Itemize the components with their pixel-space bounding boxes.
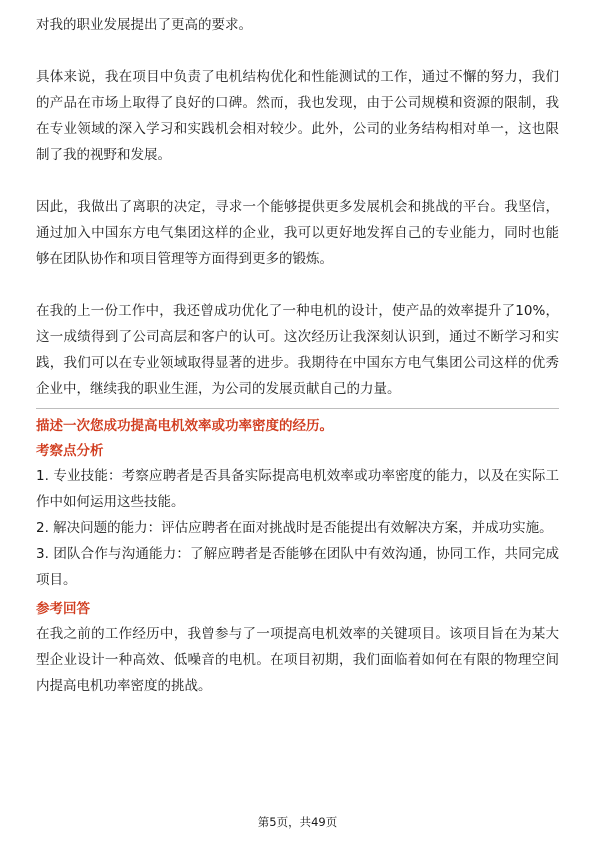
- paragraph-continuation: 对我的职业发展提出了更高的要求。: [36, 17, 252, 33]
- analysis-item: 2. 解决问题的能力：评估应聘者在面对挑战时是否能提出有效解决方案，并成功实施。: [36, 520, 553, 536]
- paragraph-resignation-decision: 因此，我做出了离职的决定，寻求一个能够提供更多发展机会和挑战的平台。我坚信，通过加入中国东方电气集团这样的企业，我可以更好地发挥自己的专业能力，同时也能够在团队协作和项目管理等方面得到更多的锻炼。: [36, 199, 559, 267]
- paragraph-achievement: 在我的上一份工作中，我还曾成功优化了一种电机的设计，使产品的效率提升了10%，这一成绩得到了公司高层和客户的认可。这次经历让我深刻认识到，通过不断学习和实践，我们可以在专业领域取得显著的进步。我期待在中国东方电气集团公司这样的优秀企业中，继续我的职业生涯，为公司的发展贡献自己的力量。: [36, 303, 559, 397]
- paragraph-project-details: 具体来说，我在项目中负责了电机结构优化和性能测试的工作，通过不懈的努力，我们的产品在市场上取得了良好的口碑。然而，我也发现，由于公司规模和资源的限制，我在专业领域的深入学习和实践机会相对较少。此外，公司的业务结构相对单一，这也限制了我的视野和发展。: [36, 69, 559, 163]
- reference-heading: 参考回答: [36, 601, 90, 617]
- paragraph-gap: [36, 272, 559, 298]
- interview-question: 描述一次您成功提高电机效率或功率密度的经历。: [36, 418, 333, 434]
- page-content: [36, 12, 559, 699]
- analysis-item: 1. 专业技能：考察应聘者是否具备实际提高电机效率或功率密度的能力，以及在实际工作中如何运用这些技能。: [36, 468, 559, 510]
- reference-answer: 在我之前的工作经历中，我曾参与了一项提高电机效率的关键项目。该项目旨在为某大型企业设计一种高效、低噪音的电机。在项目初期，我们面临着如何在有限的物理空间内提高电机功率密度的挑战。: [36, 626, 559, 694]
- paragraph-gap: [36, 38, 559, 64]
- analysis-item: 3. 团队合作与沟通能力：了解应聘者是否能够在团队中有效沟通，协同工作，共同完成项目。: [36, 546, 559, 588]
- analysis-heading: 考察点分析: [36, 443, 104, 459]
- paragraph-gap: [36, 168, 559, 194]
- section-divider: [36, 408, 559, 409]
- page-number: 第5页，共49页: [257, 815, 338, 829]
